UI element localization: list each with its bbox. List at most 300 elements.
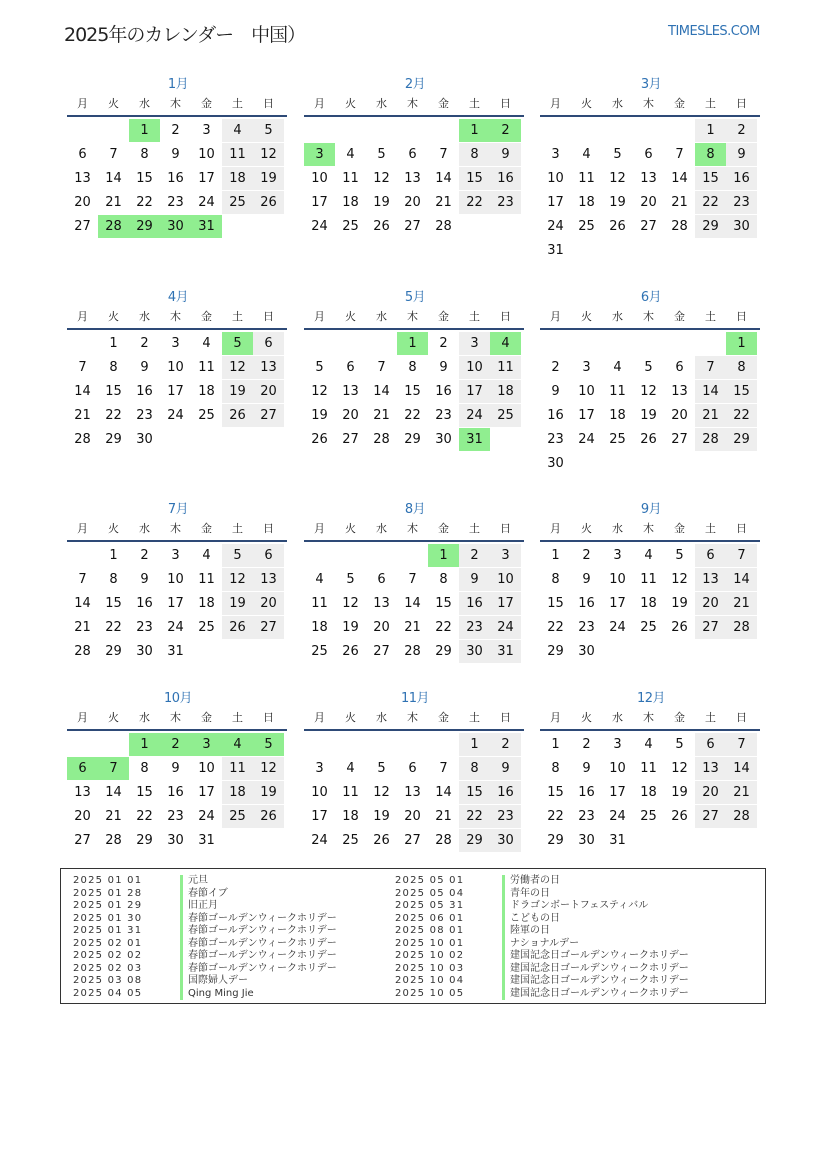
day-cell: 5 — [222, 544, 253, 567]
day-cell: 12 — [222, 568, 253, 591]
day-cell: 21 — [435, 195, 452, 210]
weekday-header: 日 — [736, 711, 747, 724]
day-cell: 17 — [311, 195, 328, 210]
weekday-header: 火 — [108, 711, 119, 724]
day-cell: 22 — [547, 620, 564, 635]
weekday-header: 金 — [674, 522, 685, 535]
holiday-day-cell: 8 — [695, 143, 726, 166]
weekday-header: 月 — [77, 310, 88, 323]
day-cell: 15 — [105, 384, 122, 399]
day-cell: 29 — [547, 644, 564, 659]
day-cell: 2 — [171, 123, 180, 138]
day-cell: 12 — [222, 356, 253, 379]
month-divider — [304, 328, 524, 330]
day-cell: 19 — [222, 380, 253, 403]
day-cell: 23 — [136, 408, 153, 423]
day-cell: 3 — [551, 147, 560, 162]
day-cell: 23 — [490, 191, 521, 214]
day-cell: 25 — [222, 191, 253, 214]
day-cell: 27 — [253, 404, 284, 427]
day-cell: 21 — [105, 195, 122, 210]
weekday-header: 日 — [263, 522, 274, 535]
day-cell: 23 — [578, 809, 595, 824]
day-cell: 6 — [695, 733, 726, 756]
day-cell: 30 — [490, 829, 521, 852]
day-cell: 8 — [551, 761, 560, 776]
day-cell: 27 — [373, 644, 390, 659]
day-cell: 13 — [640, 171, 657, 186]
holiday-day-cell: 31 — [459, 428, 490, 451]
day-cell: 26 — [311, 432, 328, 447]
day-cell: 4 — [222, 119, 253, 142]
day-cell: 8 — [439, 572, 448, 587]
day-cell: 2 — [140, 336, 149, 351]
day-cell: 12 — [640, 384, 657, 399]
day-cell: 11 — [640, 572, 657, 587]
weekday-header: 金 — [674, 97, 685, 110]
day-cell: 13 — [253, 568, 284, 591]
day-cell: 24 — [490, 616, 521, 639]
day-cell: 21 — [726, 592, 757, 615]
day-cell: 29 — [435, 644, 452, 659]
weekday-header: 金 — [201, 310, 212, 323]
day-cell: 28 — [74, 644, 91, 659]
day-cell: 22 — [459, 191, 490, 214]
day-cell: 16 — [547, 408, 564, 423]
weekday-header: 金 — [201, 711, 212, 724]
day-cell: 25 — [640, 809, 657, 824]
weekday-header: 水 — [376, 711, 387, 724]
day-cell: 23 — [547, 432, 564, 447]
holiday-day-cell: 3 — [304, 143, 335, 166]
day-cell: 29 — [459, 829, 490, 852]
day-cell: 17 — [490, 592, 521, 615]
day-cell: 20 — [640, 195, 657, 210]
day-cell: 27 — [74, 219, 91, 234]
day-cell: 15 — [547, 785, 564, 800]
weekday-header: 月 — [550, 711, 561, 724]
holiday-date: 2025 01 31 — [73, 925, 143, 936]
day-cell: 10 — [490, 568, 521, 591]
month-divider — [304, 540, 524, 542]
day-cell: 19 — [671, 596, 688, 611]
weekday-header: 金 — [438, 522, 449, 535]
day-cell: 25 — [342, 219, 359, 234]
day-cell: 24 — [459, 404, 490, 427]
weekday-header: 日 — [736, 97, 747, 110]
day-cell: 19 — [253, 167, 284, 190]
day-cell: 15 — [459, 781, 490, 804]
day-cell: 20 — [671, 408, 688, 423]
day-cell: 4 — [644, 737, 653, 752]
day-cell: 10 — [547, 171, 564, 186]
day-cell: 17 — [609, 596, 626, 611]
day-cell: 11 — [222, 757, 253, 780]
day-cell: 23 — [167, 809, 184, 824]
day-cell: 14 — [435, 785, 452, 800]
weekday-header: 火 — [581, 310, 592, 323]
day-cell: 26 — [222, 404, 253, 427]
day-cell: 5 — [377, 761, 386, 776]
weekday-header: 月 — [314, 97, 325, 110]
day-cell: 26 — [373, 833, 390, 848]
day-cell: 25 — [490, 404, 521, 427]
day-cell: 9 — [490, 143, 521, 166]
day-cell: 26 — [253, 805, 284, 828]
month-divider — [67, 540, 287, 542]
day-cell: 16 — [578, 596, 595, 611]
weekday-header: 金 — [201, 97, 212, 110]
weekday-header: 火 — [581, 711, 592, 724]
holiday-day-cell: 29 — [129, 215, 160, 238]
day-cell: 30 — [547, 456, 564, 471]
day-cell: 15 — [726, 380, 757, 403]
day-cell: 7 — [377, 360, 386, 375]
month-divider — [540, 115, 760, 117]
day-cell: 11 — [609, 384, 626, 399]
day-cell: 11 — [311, 596, 328, 611]
holiday-day-cell: 1 — [129, 119, 160, 142]
day-cell: 8 — [109, 360, 118, 375]
day-cell: 12 — [373, 171, 390, 186]
month-name: 9月 — [640, 502, 662, 517]
holiday-day-cell: 6 — [67, 757, 98, 780]
day-cell: 13 — [671, 384, 688, 399]
weekday-header: 金 — [438, 310, 449, 323]
day-cell: 14 — [105, 171, 122, 186]
month-name: 10月 — [163, 691, 193, 706]
day-cell: 16 — [490, 167, 521, 190]
holiday-name: 元旦 — [180, 875, 208, 888]
day-cell: 14 — [435, 171, 452, 186]
weekday-header: 火 — [345, 522, 356, 535]
day-cell: 5 — [644, 360, 653, 375]
day-cell: 8 — [140, 147, 149, 162]
day-cell: 16 — [136, 596, 153, 611]
holiday-legend — [60, 868, 766, 1004]
day-cell: 8 — [459, 143, 490, 166]
weekday-header: 土 — [469, 711, 480, 724]
weekday-header: 水 — [139, 97, 150, 110]
day-cell: 25 — [342, 833, 359, 848]
day-cell: 26 — [671, 620, 688, 635]
day-cell: 21 — [373, 408, 390, 423]
holiday-name: 春節ゴールデンウィークホリデー — [180, 925, 337, 938]
day-cell: 15 — [459, 167, 490, 190]
weekday-header: 月 — [314, 711, 325, 724]
day-cell: 18 — [222, 781, 253, 804]
day-cell: 7 — [408, 572, 417, 587]
day-cell: 26 — [609, 219, 626, 234]
day-cell: 28 — [726, 616, 757, 639]
day-cell: 10 — [311, 785, 328, 800]
day-cell: 27 — [74, 833, 91, 848]
day-cell: 5 — [377, 147, 386, 162]
weekday-header: 木 — [170, 711, 181, 724]
day-cell: 24 — [167, 620, 184, 635]
day-cell: 3 — [490, 544, 521, 567]
day-cell: 12 — [671, 572, 688, 587]
weekday-header: 金 — [674, 310, 685, 323]
weekday-header: 日 — [736, 522, 747, 535]
weekday-header: 金 — [201, 522, 212, 535]
day-cell: 4 — [202, 548, 211, 563]
weekday-header: 水 — [139, 711, 150, 724]
weekday-header: 水 — [139, 522, 150, 535]
day-cell: 16 — [459, 592, 490, 615]
day-cell: 16 — [167, 171, 184, 186]
weekday-header: 金 — [438, 711, 449, 724]
day-cell: 30 — [167, 833, 184, 848]
weekday-header: 火 — [345, 711, 356, 724]
day-cell: 21 — [695, 404, 726, 427]
day-cell: 11 — [198, 360, 215, 375]
day-cell: 19 — [373, 195, 390, 210]
day-cell: 2 — [582, 548, 591, 563]
month-name: 12月 — [636, 691, 666, 706]
holiday-date: 2025 01 29 — [73, 900, 143, 911]
day-cell: 16 — [578, 785, 595, 800]
day-cell: 21 — [726, 781, 757, 804]
day-cell: 12 — [373, 785, 390, 800]
day-cell: 21 — [105, 809, 122, 824]
day-cell: 18 — [342, 195, 359, 210]
month-name: 1月 — [167, 77, 189, 92]
weekday-header: 木 — [170, 310, 181, 323]
weekday-header: 土 — [232, 310, 243, 323]
day-cell: 4 — [613, 360, 622, 375]
day-cell: 21 — [404, 620, 421, 635]
holiday-name: 青年の日 — [502, 888, 550, 901]
day-cell: 7 — [78, 360, 87, 375]
day-cell: 13 — [404, 171, 421, 186]
weekday-header: 金 — [674, 711, 685, 724]
weekday-header: 木 — [643, 711, 654, 724]
day-cell: 15 — [136, 171, 153, 186]
weekday-header: 火 — [108, 522, 119, 535]
day-cell: 17 — [198, 171, 215, 186]
day-cell: 12 — [253, 143, 284, 166]
day-cell: 21 — [435, 809, 452, 824]
day-cell: 21 — [74, 620, 91, 635]
weekday-header: 木 — [170, 522, 181, 535]
day-cell: 20 — [253, 380, 284, 403]
holiday-date: 2025 01 28 — [73, 887, 143, 899]
day-cell: 30 — [136, 432, 153, 447]
holiday-day-cell: 1 — [129, 733, 160, 756]
day-cell: 12 — [671, 761, 688, 776]
holiday-date: 2025 08 01 — [395, 925, 465, 936]
day-cell: 12 — [609, 171, 626, 186]
holiday-date: 2025 02 03 — [73, 962, 143, 974]
holiday-name: ドラゴンボートフェスティバル — [502, 900, 648, 913]
weekday-header: 月 — [314, 310, 325, 323]
day-cell: 7 — [726, 733, 757, 756]
day-cell: 14 — [671, 171, 688, 186]
day-cell: 27 — [695, 616, 726, 639]
weekday-header: 木 — [407, 97, 418, 110]
day-cell: 14 — [373, 384, 390, 399]
day-cell: 6 — [78, 147, 87, 162]
day-cell: 18 — [609, 408, 626, 423]
day-cell: 26 — [671, 809, 688, 824]
day-cell: 14 — [726, 568, 757, 591]
day-cell: 17 — [578, 408, 595, 423]
day-cell: 11 — [490, 356, 521, 379]
day-cell: 11 — [198, 572, 215, 587]
day-cell: 16 — [136, 384, 153, 399]
day-cell: 10 — [167, 572, 184, 587]
day-cell: 26 — [253, 191, 284, 214]
day-cell: 15 — [547, 596, 564, 611]
day-cell: 29 — [105, 644, 122, 659]
holiday-day-cell: 31 — [191, 215, 222, 238]
day-cell: 19 — [640, 408, 657, 423]
weekday-header: 木 — [643, 522, 654, 535]
weekday-header: 月 — [550, 310, 561, 323]
day-cell: 10 — [609, 761, 626, 776]
day-cell: 11 — [222, 143, 253, 166]
holiday-name: 春節ゴールデンウィークホリデー — [180, 938, 337, 951]
day-cell: 5 — [253, 119, 284, 142]
day-cell: 28 — [695, 428, 726, 451]
day-cell: 8 — [726, 356, 757, 379]
day-cell: 9 — [582, 761, 591, 776]
month-divider — [540, 540, 760, 542]
day-cell: 10 — [459, 356, 490, 379]
day-cell: 27 — [640, 219, 657, 234]
holiday-date: 2025 10 02 — [395, 950, 465, 961]
day-cell: 25 — [222, 805, 253, 828]
weekday-header: 月 — [314, 522, 325, 535]
month-divider — [304, 115, 524, 117]
weekday-header: 日 — [263, 97, 274, 110]
weekday-header: 土 — [232, 711, 243, 724]
day-cell: 7 — [726, 544, 757, 567]
day-cell: 12 — [342, 596, 359, 611]
day-cell: 28 — [373, 432, 390, 447]
day-cell: 20 — [253, 592, 284, 615]
day-cell: 9 — [726, 143, 757, 166]
month-divider — [304, 729, 524, 731]
day-cell: 1 — [695, 119, 726, 142]
day-cell: 4 — [644, 548, 653, 563]
day-cell: 28 — [74, 432, 91, 447]
day-cell: 24 — [609, 809, 626, 824]
month-divider — [540, 729, 760, 731]
day-cell: 1 — [109, 548, 118, 563]
weekday-header: 火 — [581, 522, 592, 535]
day-cell: 18 — [222, 167, 253, 190]
holiday-date: 2025 02 01 — [73, 937, 143, 949]
day-cell: 17 — [167, 384, 184, 399]
day-cell: 25 — [578, 219, 595, 234]
weekday-header: 日 — [263, 310, 274, 323]
holiday-date: 2025 06 01 — [395, 912, 465, 924]
holiday-name: 国際婦人デー — [180, 975, 248, 988]
day-cell: 2 — [439, 336, 448, 351]
day-cell: 20 — [373, 620, 390, 635]
holiday-date: 2025 05 01 — [395, 875, 465, 886]
holiday-day-cell: 1 — [459, 119, 490, 142]
weekday-header: 木 — [407, 711, 418, 724]
day-cell: 23 — [459, 616, 490, 639]
day-cell: 19 — [222, 592, 253, 615]
holiday-name: 建国記念日ゴールデンウィークホリデー — [502, 988, 689, 1001]
holiday-day-cell: 1 — [397, 332, 428, 355]
day-cell: 18 — [311, 620, 328, 635]
day-cell: 20 — [74, 195, 91, 210]
day-cell: 9 — [171, 761, 180, 776]
day-cell: 13 — [404, 785, 421, 800]
day-cell: 13 — [695, 757, 726, 780]
day-cell: 2 — [551, 360, 560, 375]
day-cell: 5 — [346, 572, 355, 587]
day-cell: 8 — [459, 757, 490, 780]
day-cell: 15 — [136, 785, 153, 800]
day-cell: 13 — [373, 596, 390, 611]
weekday-header: 日 — [500, 522, 511, 535]
weekday-header: 日 — [736, 310, 747, 323]
day-cell: 9 — [171, 147, 180, 162]
day-cell: 22 — [136, 809, 153, 824]
day-cell: 11 — [342, 785, 359, 800]
day-cell: 25 — [198, 408, 215, 423]
holiday-date: 2025 10 04 — [395, 975, 465, 986]
month-name: 8月 — [404, 502, 426, 517]
weekday-header: 水 — [612, 97, 623, 110]
day-cell: 30 — [435, 432, 452, 447]
day-cell: 31 — [167, 644, 184, 659]
day-cell: 5 — [613, 147, 622, 162]
holiday-day-cell: 3 — [191, 733, 222, 756]
day-cell: 14 — [74, 596, 91, 611]
weekday-header: 火 — [108, 310, 119, 323]
day-cell: 13 — [74, 785, 91, 800]
day-cell: 7 — [695, 356, 726, 379]
day-cell: 19 — [253, 781, 284, 804]
day-cell: 29 — [136, 833, 153, 848]
holiday-name: Qing Ming Jie — [180, 988, 254, 1001]
day-cell: 21 — [74, 408, 91, 423]
day-cell: 23 — [136, 620, 153, 635]
day-cell: 27 — [404, 833, 421, 848]
day-cell: 18 — [640, 785, 657, 800]
day-cell: 6 — [346, 360, 355, 375]
day-cell: 28 — [435, 219, 452, 234]
day-cell: 7 — [109, 147, 118, 162]
day-cell: 10 — [198, 147, 215, 162]
day-cell: 27 — [342, 432, 359, 447]
day-cell: 10 — [609, 572, 626, 587]
day-cell: 14 — [695, 380, 726, 403]
holiday-date: 2025 10 03 — [395, 962, 465, 974]
holiday-name: 旧正月 — [180, 900, 218, 913]
day-cell: 8 — [140, 761, 149, 776]
holiday-day-cell: 2 — [160, 733, 191, 756]
holiday-date: 2025 10 01 — [395, 937, 465, 949]
day-cell: 13 — [342, 384, 359, 399]
day-cell: 22 — [435, 620, 452, 635]
day-cell: 29 — [105, 432, 122, 447]
weekday-header: 火 — [581, 97, 592, 110]
site-logo[interactable]: TIMESLES.COM — [668, 24, 760, 39]
day-cell: 6 — [253, 544, 284, 567]
day-cell: 30 — [459, 640, 490, 663]
day-cell: 27 — [695, 805, 726, 828]
day-cell: 5 — [315, 360, 324, 375]
day-cell: 28 — [671, 219, 688, 234]
